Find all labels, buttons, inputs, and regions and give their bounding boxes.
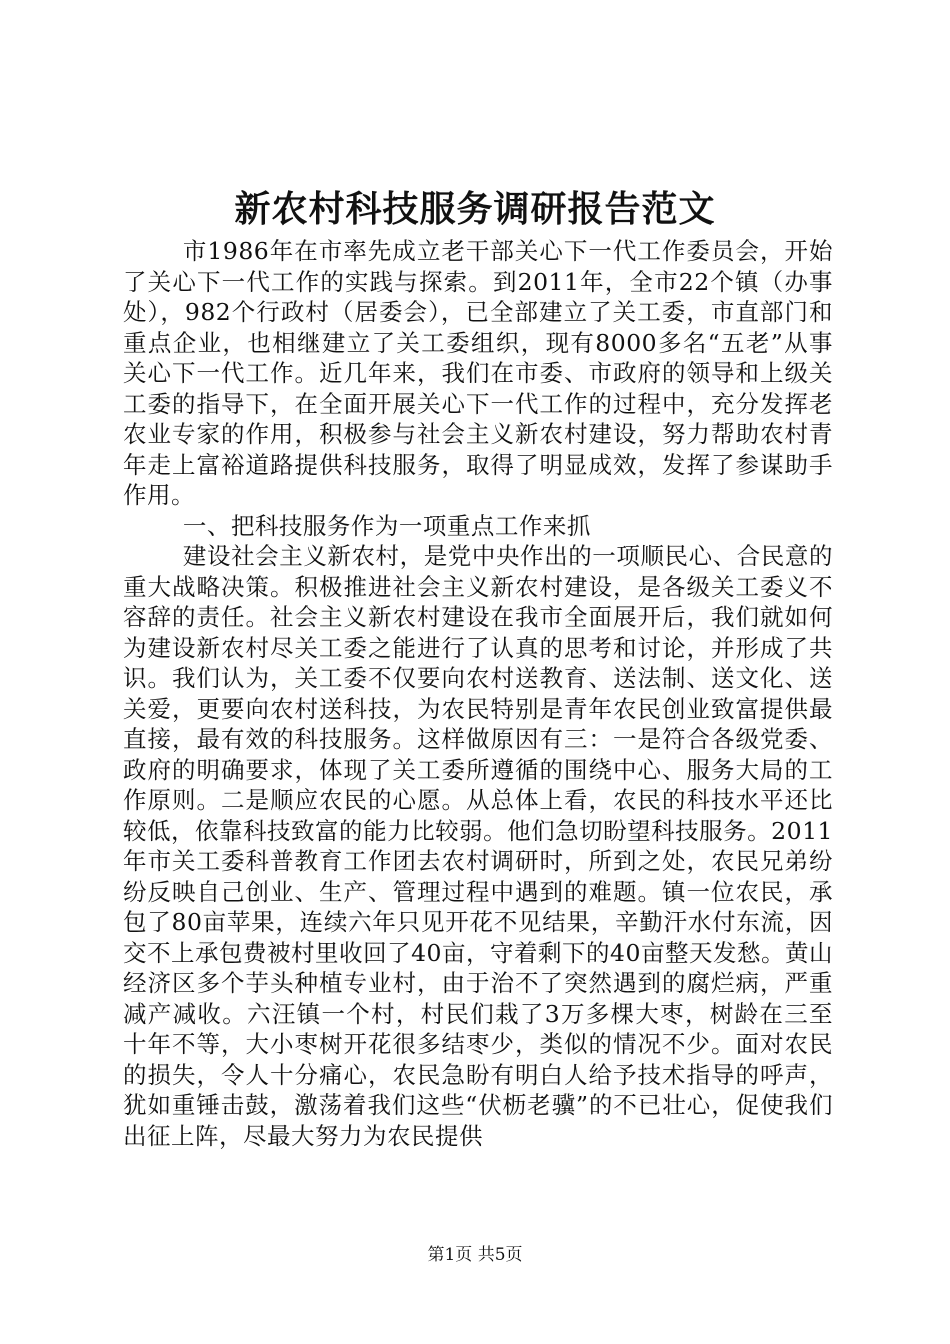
body-paragraph: 建设社会主义新农村，是党中央作出的一项顺民心、合民意的重大战略决策。积极推进社会主义新农村建设，是各级关工委义不容辞的责任。社会主义新农村建设在我市全面展开后，我们就如何为建设新农村尽关工委之能进行了认真的思考和讨论，并形成了共识。我们认为，关工委不仅要向农村送教育、送法制、送文化、送关爱，更要向农村送科技，为农民特别是青年农民创业致富提供最直接，最有效的科技服务。这样做原因有三：一是符合各级党委、政府的明确要求，体现了关工委所遵循的围绕中心、服务大局的工作原则。二是顺应农民的心愿。从总体上看，农民的科技水平还比较低，依靠科技致富的能力比较弱。他们急切盼望科技服务。2011年市关工委科普教育工作团去农村调研时，所到之处，农民兄弟纷纷反映自己创业、生产、管理过程中遇到的难题。镇一位农民，承包了80亩苹果，连续六年只见开花不见结果，辛勤汗水付东流，因交不上承包费被村里收回了40亩，守着剩下的40亩整天发愁。黄山经济区多个芋头种植专业村，由于治不了突然遇到的腐烂病，严重减产减收。六汪镇一个村，村民们栽了3万多棵大枣，树龄在三至十年不等，大小枣树开花很多结枣少，类似的情况不少。面对农民的损失，令人十分痛心，农民急盼有明白人给予技术指导的呼声，犹如重锤击鼓，激荡着我们这些“伏枥老骥”的不已壮心，促使我们出征上阵，尽最大努力为农民提供 (123, 542, 833, 1150)
document-title: 新农村科技服务调研报告范文 (234, 188, 716, 230)
page-footer: 第1页 共5页 (427, 1245, 523, 1265)
document-body (123, 236, 833, 1151)
section-heading: 一、把科技服务作为一项重点工作来抓 (182, 511, 591, 540)
body-paragraph: 市1986年在市率先成立老干部关心下一代工作委员会，开始了关心下一代工作的实践与探索。到2011年，全市22个镇（办事处），982个行政村（居委会），已全部建立了关工委，市直部门和重点企业，也相继建立了关工委组织，现有8000多名“五老”从事关心下一代工作。近几年来，我们在市委、市政府的领导和上级关工委的指导下，在全面开展关心下一代工作的过程中，充分发挥老农业专家的作用，积极参与社会主义新农村建设，努力帮助农村青年走上富裕道路提供科技服务，取得了明显成效，发挥了参谋助手作用。 (123, 237, 833, 509)
